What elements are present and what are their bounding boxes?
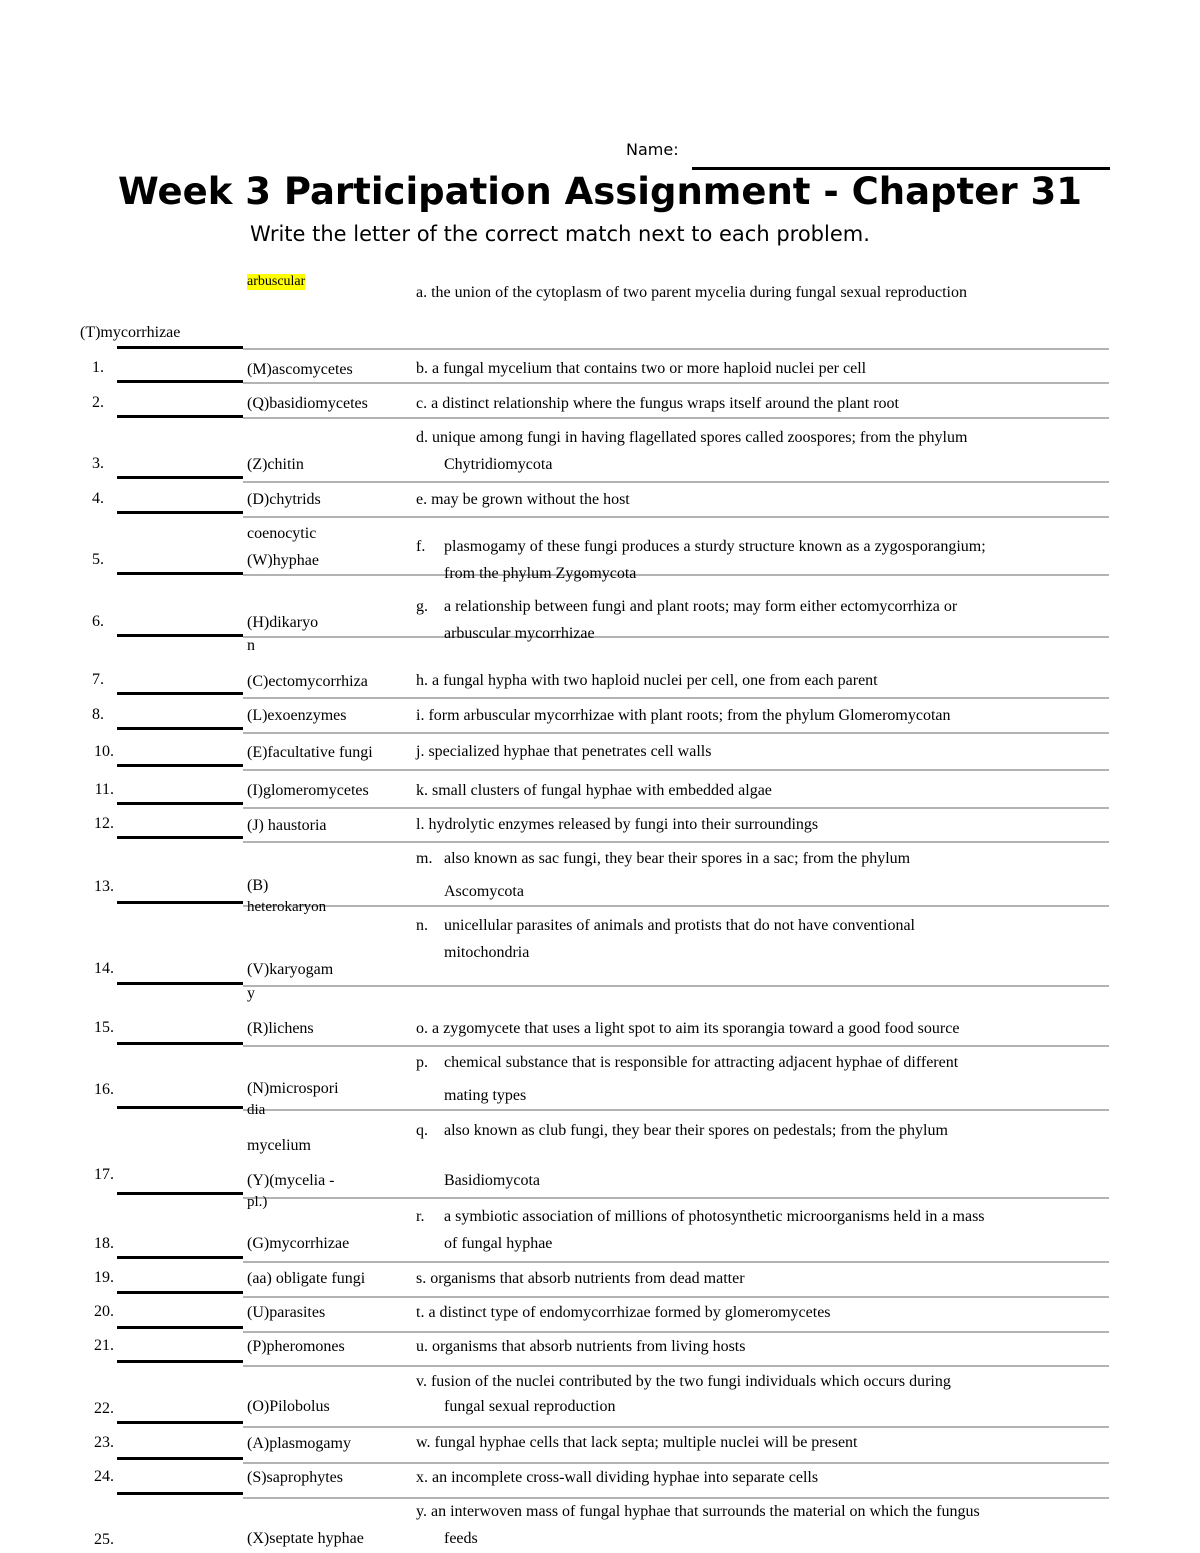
row-rule xyxy=(243,1109,1109,1111)
definition: u. organisms that absorb nutrients from living hosts xyxy=(416,1338,746,1355)
top-term: (T)mycorrhizae xyxy=(80,324,181,341)
row-rule xyxy=(243,1462,1109,1464)
row-rule xyxy=(243,769,1109,771)
instructions: Write the letter of the correct match next to each problem. xyxy=(250,222,870,246)
definition: s. organisms that absorb nutrients from dead matter xyxy=(416,1270,745,1287)
term: (X)septate hyphae xyxy=(247,1530,364,1547)
row-rule xyxy=(243,1197,1109,1199)
page-title: Week 3 Participation Assignment - Chapter 31 xyxy=(118,170,1082,213)
item-number: 18. xyxy=(94,1235,114,1252)
term: (M)ascomycetes xyxy=(247,361,353,378)
definition: from the phylum Zygomycota xyxy=(444,565,637,582)
definition: p. xyxy=(416,1054,428,1071)
term: (P)pheromones xyxy=(247,1338,345,1355)
item-number: 16. xyxy=(94,1081,114,1098)
definition: also known as club fungi, they bear their spores on pedestals; from the phylum xyxy=(444,1122,948,1139)
term: n xyxy=(247,637,255,654)
row-rule xyxy=(243,807,1109,809)
term: (aa) obligate fungi xyxy=(247,1270,366,1287)
definition: Chytridiomycota xyxy=(444,456,553,473)
item-number: 1. xyxy=(92,359,104,376)
item-number: 22. xyxy=(94,1400,114,1417)
row-rule xyxy=(243,905,1109,907)
definition: a relationship between fungi and plant roots; may form either ectomycorrhiza or xyxy=(444,598,958,615)
row-rule xyxy=(243,1497,1109,1499)
item-number: 14. xyxy=(94,960,114,977)
item-number: 2. xyxy=(92,394,104,411)
row-rule xyxy=(243,574,1109,576)
row-rule xyxy=(243,1261,1109,1263)
name-label: Name: xyxy=(626,140,679,159)
answer-blank[interactable] xyxy=(117,901,243,904)
definition: j. specialized hyphae that penetrates cell walls xyxy=(416,743,712,760)
answer-blank[interactable] xyxy=(117,1106,243,1109)
term: (V)karyogam xyxy=(247,961,334,978)
term: (D)chytrids xyxy=(247,491,321,508)
term: (O)Pilobolus xyxy=(247,1398,330,1415)
answer-blank[interactable] xyxy=(117,634,243,637)
item-number: 8. xyxy=(92,706,104,723)
row-rule xyxy=(243,516,1109,518)
definition: y. an interwoven mass of fungal hyphae that surrounds the material on which the fungus xyxy=(416,1503,980,1520)
item-number: 3. xyxy=(92,455,104,472)
item-number: 21. xyxy=(94,1337,114,1354)
term: (A)plasmogamy xyxy=(247,1435,351,1452)
definition: fungal sexual reproduction xyxy=(444,1398,616,1415)
definition: w. fungal hyphae cells that lack septa; multiple nuclei will be present xyxy=(416,1434,858,1451)
answer-blank[interactable] xyxy=(117,346,243,349)
answer-blank[interactable] xyxy=(117,1421,243,1424)
term: (H)dikaryo xyxy=(247,614,319,631)
definition: also known as sac fungi, they bear their spores in a sac; from the phylum xyxy=(444,850,911,867)
definition: f. xyxy=(416,538,426,555)
answer-blank[interactable] xyxy=(117,476,243,479)
term: y xyxy=(247,985,255,1002)
term: (B) xyxy=(247,877,269,894)
answer-blank[interactable] xyxy=(117,982,243,985)
definition: l. hydrolytic enzymes released by fungi into their surroundings xyxy=(416,816,819,833)
row-rule xyxy=(243,697,1109,699)
term: (L)exoenzymes xyxy=(247,707,347,724)
definition: n. xyxy=(416,917,428,934)
answer-blank[interactable] xyxy=(117,1457,243,1460)
item-number: 17. xyxy=(94,1166,114,1183)
answer-blank[interactable] xyxy=(117,836,243,839)
definition: a symbiotic association of millions of photosynthetic microorganisms held in a mass xyxy=(444,1208,985,1225)
answer-blank[interactable] xyxy=(117,1360,243,1363)
definition: x. an incomplete cross-wall dividing hyphae into separate cells xyxy=(416,1469,819,1486)
answer-blank[interactable] xyxy=(117,1291,243,1294)
definition: m. xyxy=(416,850,433,867)
definition: mitochondria xyxy=(444,944,530,961)
definition: arbuscular mycorrhizae xyxy=(444,625,595,642)
definition: v. fusion of the nuclei contributed by the two fungi individuals which occurs during xyxy=(416,1373,951,1390)
definition: mating types xyxy=(444,1087,527,1104)
term: (W)hyphae xyxy=(247,552,319,569)
definition: a. the union of the cytoplasm of two parent mycelia during fungal sexual reproduction xyxy=(416,284,967,301)
definition: unicellular parasites of animals and protists that do not have conventional xyxy=(444,917,915,934)
term: (Z)chitin xyxy=(247,456,304,473)
answer-blank[interactable] xyxy=(117,1492,243,1495)
term: heterokaryon xyxy=(247,899,327,915)
row-rule xyxy=(243,1331,1109,1333)
term: mycelium xyxy=(247,1137,311,1154)
answer-blank[interactable] xyxy=(117,415,243,418)
definition: d. unique among fungi in having flagellated spores called zoospores; from the phylum xyxy=(416,429,968,446)
item-number: 10. xyxy=(94,743,114,760)
answer-blank[interactable] xyxy=(117,692,243,695)
term: (J) haustoria xyxy=(247,817,327,834)
definition: t. a distinct type of endomycorrhizae formed by glomeromycetes xyxy=(416,1304,831,1321)
row-rule xyxy=(243,636,1109,638)
definition: Ascomycota xyxy=(444,883,524,900)
definition: b. a fungal mycelium that contains two or more haploid nuclei per cell xyxy=(416,360,867,377)
definition: r. xyxy=(416,1208,425,1225)
item-number: 11. xyxy=(94,781,114,798)
item-number: 19. xyxy=(94,1269,114,1286)
row-rule xyxy=(243,417,1109,419)
term: dia xyxy=(247,1102,266,1118)
definition: g. xyxy=(416,598,428,615)
row-rule xyxy=(243,1045,1109,1047)
definition: i. form arbuscular mycorrhizae with plant roots; from the phylum Glomeromycotan xyxy=(416,707,951,724)
term: (I)glomeromycetes xyxy=(247,782,369,799)
answer-blank[interactable] xyxy=(117,1192,243,1195)
term: pl.) xyxy=(247,1194,268,1210)
row-rule xyxy=(243,1426,1109,1428)
definition: h. a fungal hypha with two haploid nuclei per cell, one from each parent xyxy=(416,672,878,689)
row-rule xyxy=(243,985,1109,987)
answer-blank[interactable] xyxy=(117,511,243,514)
row-rule xyxy=(243,1296,1109,1298)
answer-blank[interactable] xyxy=(117,380,243,383)
definition: feeds xyxy=(444,1530,478,1547)
item-number: 24. xyxy=(94,1468,114,1485)
row-rule xyxy=(243,481,1109,483)
term: (N)microspori xyxy=(247,1080,339,1097)
item-number: 25. xyxy=(94,1531,114,1548)
term: (R)lichens xyxy=(247,1020,314,1037)
definition: plasmogamy of these fungi produces a sturdy structure known as a zygosporangium; xyxy=(444,538,986,555)
definition: c. a distinct relationship where the fungus wraps itself around the plant root xyxy=(416,395,899,412)
item-number: 4. xyxy=(92,490,104,507)
row-rule xyxy=(243,382,1109,384)
answer-blank[interactable] xyxy=(117,727,243,730)
term: (C)ectomycorrhiza xyxy=(247,673,368,690)
item-number: 13. xyxy=(94,878,114,895)
item-number: 15. xyxy=(94,1019,114,1036)
row-rule xyxy=(243,732,1109,734)
definition: e. may be grown without the host xyxy=(416,491,630,508)
row-rule xyxy=(243,348,1109,350)
term: (Y)(mycelia - xyxy=(247,1172,335,1189)
answer-blank[interactable] xyxy=(117,1042,243,1045)
term: (S)saprophytes xyxy=(247,1469,343,1486)
definition: o. a zygomycete that uses a light spot to aim its sporangia toward a good food source xyxy=(416,1020,960,1037)
definition: k. small clusters of fungal hyphae with embedded algae xyxy=(416,782,772,799)
answer-blank[interactable] xyxy=(117,764,243,767)
definition: chemical substance that is responsible for attracting adjacent hyphae of different xyxy=(444,1054,959,1071)
answer-blank[interactable] xyxy=(117,802,243,805)
item-number: 6. xyxy=(92,613,104,630)
definition: of fungal hyphae xyxy=(444,1235,553,1252)
term: (U)parasites xyxy=(247,1304,326,1321)
row-rule xyxy=(243,841,1109,843)
definition: Basidiomycota xyxy=(444,1172,540,1189)
highlighted-note: arbuscular xyxy=(247,274,306,289)
item-number: 7. xyxy=(92,671,104,688)
term: (G)mycorrhizae xyxy=(247,1235,350,1252)
definition: q. xyxy=(416,1122,428,1139)
term: (E)facultative fungi xyxy=(247,744,373,761)
item-number: 20. xyxy=(94,1303,114,1320)
row-rule xyxy=(243,1365,1109,1367)
item-number: 12. xyxy=(94,815,114,832)
term: (Q)basidiomycetes xyxy=(247,395,368,412)
answer-blank[interactable] xyxy=(117,1256,243,1259)
item-number: 5. xyxy=(92,551,104,568)
item-number: 23. xyxy=(94,1434,114,1451)
answer-blank[interactable] xyxy=(117,572,243,575)
answer-blank[interactable] xyxy=(117,1326,243,1329)
term: coenocytic xyxy=(247,525,317,542)
